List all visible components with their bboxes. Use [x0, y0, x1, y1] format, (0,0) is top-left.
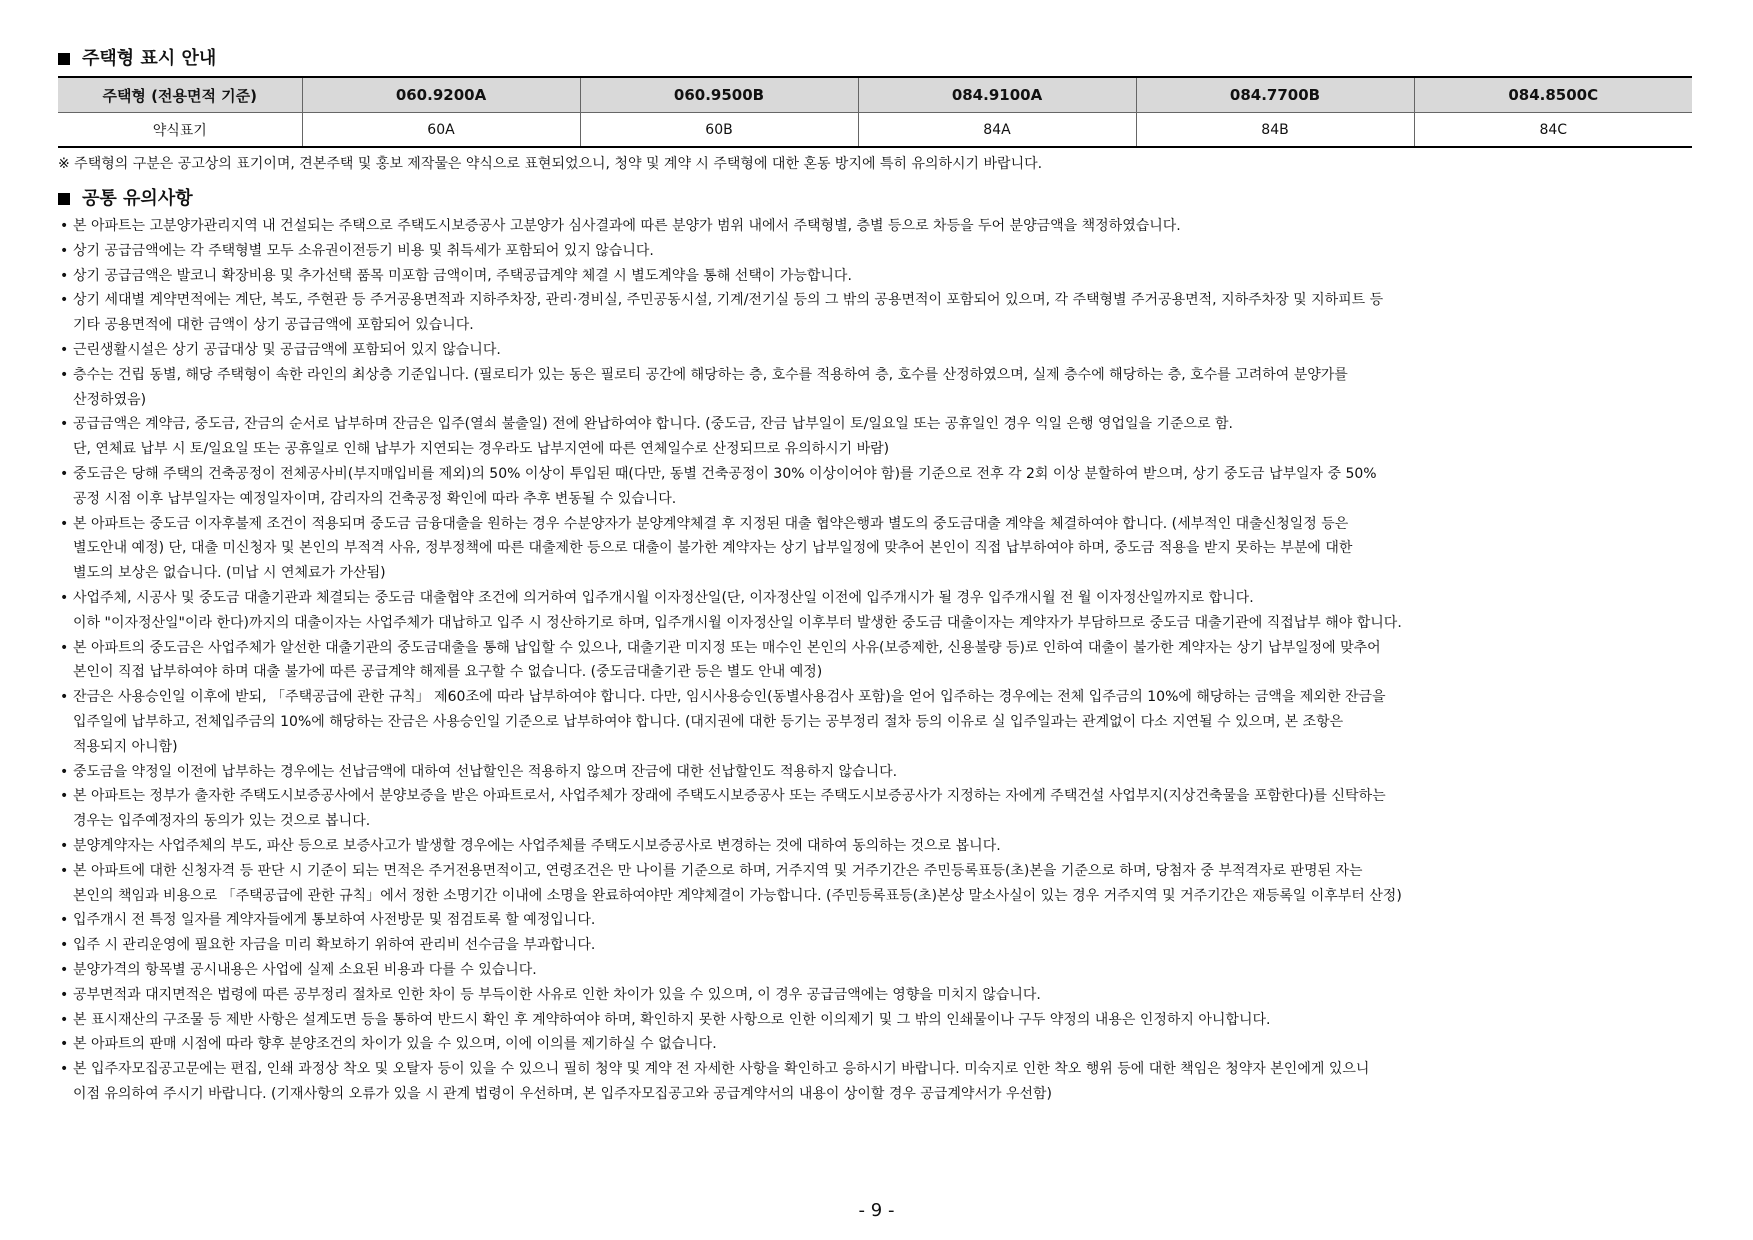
bullet-icon: • [60, 341, 69, 358]
bullet-icon: • [60, 689, 69, 706]
table-row [58, 113, 1692, 148]
table-header-cell: 주택형 (전용면적 기준) [58, 77, 302, 113]
list-item [58, 214, 1696, 239]
list-item [58, 1008, 1696, 1033]
bullet-icon: • [60, 465, 69, 482]
bullet-icon: • [60, 416, 69, 433]
bullet-icon: • [60, 788, 69, 805]
list-item [58, 412, 1696, 462]
list-item [58, 983, 1696, 1008]
housing-type-table [58, 76, 1692, 148]
list-item-text: 본 표시재산의 구조물 등 제반 사항은 설계도면 등을 통하여 반드시 확인 후 계약하여야 하며, 확인하지 못한 사항으로 인한 이의제기 및 그 밖의 인쇄물이나 구두 약정의 내용은 인정하지 아니합니다. [73, 1011, 1271, 1028]
list-item-text: 잔금은 사용승인일 이후에 받되, 「주택공급에 관한 규칙」 제60조에 따라 납부하여야 합니다. 다만, 임시사용승인(동별사용검사 포함)을 얻어 입주하는 경우에는 전체 입주금의 10%에 해당하는 금액을 제외한 잔금을 입주일에 납부하고, 전체입주금의 10%에 해당하는 잔금은 사용승인일 기준으로 납부하여야 합니다. (대지권에 대한 등기는 공부정리 절차 등의 이유로 실 입주일과는 관계없이 다소 지연될 수 있으며, 본 조항은 적용되지 아니함) [73, 689, 1386, 755]
list-item-text: 중도금은 당해 주택의 건축공정이 전체공사비(부지매입비를 제외)의 50% 이상이 투입된 때(다만, 동별 건축공정이 30% 이상이어야 함)를 기준으로 전후 각 2회 이상 분할하여 받으며, 상기 중도금 납부일자 중 50% 공정 시점 이후 납부일자는 예정일자이며, 감리자의 건축공정 확인에 따라 추후 변동될 수 있습니다. [73, 465, 1377, 507]
bullet-icon: • [60, 986, 69, 1003]
list-item [58, 586, 1696, 636]
list-item-text: 본 아파트는 고분양가관리지역 내 건설되는 주택으로 주택도시보증공사 고분양가 심사결과에 따른 분양가 범위 내에서 주택형별, 층별 등으로 차등을 두어 분양금액을 책정하였습니다. [73, 218, 1181, 234]
list-item [58, 462, 1696, 512]
notice-list [58, 214, 1696, 1107]
list-item-text: 상기 세대별 계약면적에는 계단, 복도, 주현관 등 주거공용면적과 지하주차장, 관리·경비실, 주민공동시설, 기계/전기실 등의 그 밖의 공용면적이 포함되어 있으며, 각 주택형별 주거공용면적, 지하주차장 및 지하피트 등 기타 공용면적에 대한 금액이 상기 공급금액에 포함되어 있습니다. [73, 292, 1384, 334]
bullet-icon: • [60, 267, 69, 284]
table-header-cell: 060.9200A [302, 77, 580, 113]
list-item-text: 본 아파트의 중도금은 사업주체가 알선한 대출기관의 중도금대출을 통해 납입할 수 있으나, 대출기관 미지정 또는 매수인 본인의 사유(보증제한, 신용불량 등)로 인하여 대출이 불가한 계약자는 상기 납부일정에 맞추어 본인이 직접 납부하여야 하며 대출 불가에 따른 공급계약 해제를 요구할 수 없습니다. (중도금대출기관 등은 별도 안내 예정) [73, 639, 1381, 681]
square-bullet-icon [58, 193, 70, 205]
table-header-cell: 084.8500C [1414, 77, 1692, 113]
list-item-text: 중도금을 약정일 이전에 납부하는 경우에는 선납금액에 대하여 선납할인은 적용하지 않으며 잔금에 대한 선납할인도 적용하지 않습니다. [73, 763, 898, 780]
bullet-icon: • [60, 366, 69, 383]
table-header-cell: 084.9100A [858, 77, 1136, 113]
document-page [58, 46, 1696, 1107]
list-item-text: 분양가격의 항목별 공시내용은 사업에 실제 소요된 비용과 다를 수 있습니다. [73, 961, 537, 978]
type-note: ※ 주택형의 구분은 공고상의 표기이며, 견본주택 및 홍보 제작물은 약식으로 표현되었으니, 청약 및 계약 시 주택형에 대한 혼동 방지에 특히 유의하시기 바랍니다. [58, 156, 1043, 172]
list-item [58, 264, 1696, 289]
list-item [58, 760, 1696, 785]
list-item-text: 본 입주자모집공고문에는 편집, 인쇄 과정상 착오 및 오탈자 등이 있을 수 있으니 필히 청약 및 계약 전 자세한 사항을 확인하고 응하시기 바랍니다. 미숙지로 인한 착오 행위 등에 대한 책임은 청약자 본인에게 있으니 이점 유의하여 주시기 바랍니다. (기재사항의 오류가 있을 시 관계 법령이 우선하며, 본 입주자모집공고와 공급계약서의 내용이 상이할 경우 공급계약서가 우선함) [73, 1061, 1370, 1102]
bullet-icon: • [60, 1011, 69, 1028]
bullet-icon: • [60, 292, 69, 309]
list-item [58, 512, 1696, 586]
list-item [58, 288, 1696, 338]
bullet-icon: • [60, 961, 69, 978]
list-item-text: 근린생활시설은 상기 공급대상 및 공급금액에 포함되어 있지 않습니다. [73, 341, 501, 358]
table-cell: 84C [1414, 113, 1692, 148]
bullet-icon: • [60, 589, 69, 606]
type-section-heading [58, 46, 1696, 72]
list-item-text: 본 아파트는 정부가 출자한 주택도시보증공사에서 분양보증을 받은 아파트로서, 사업주체가 장래에 주택도시보증공사 또는 주택도시보증공사가 지정하는 자에게 주택건설 사업부지(지상건축물을 포함한다)를 신탁하는 경우는 입주예정자의 동의가 있는 것으로 봅니다. [73, 788, 1386, 830]
list-item-text: 입주개시 전 특정 일자를 계약자들에게 통보하여 사전방문 및 점검토록 할 예정입니다. [73, 912, 596, 929]
bullet-icon: • [60, 837, 69, 854]
bullet-icon: • [60, 862, 69, 879]
bullet-icon: • [60, 639, 69, 656]
table-header-row [58, 77, 1692, 113]
list-item [58, 908, 1696, 933]
list-item [58, 784, 1696, 834]
table-cell: 60B [580, 113, 858, 148]
list-item-text: 공급금액은 계약금, 중도금, 잔금의 순서로 납부하며 잔금은 입주(열쇠 불출일) 전에 완납하여야 합니다. (중도금, 잔금 납부일이 토/일요일 또는 공휴일인 경우 익일 은행 영업일을 기준으로 함. 단, 연체료 납부 시 토/일요일 또는 공휴일로 인해 납부가 지연되는 경우라도 납부지연에 따른 연체일수로 산정되므로 유의하시기 바람) [73, 416, 1234, 458]
list-item [58, 363, 1696, 413]
table-cell: 60A [302, 113, 580, 148]
bullet-icon: • [60, 515, 69, 532]
list-item-text: 상기 공급금액은 발코니 확장비용 및 추가선택 품목 미포함 금액이며, 주택공급계약 체결 시 별도계약을 통해 선택이 가능합니다. [73, 267, 852, 284]
list-item-text: 상기 공급금액에는 각 주택형별 모두 소유권이전등기 비용 및 취득세가 포함되어 있지 않습니다. [73, 242, 654, 259]
table-header-cell: 060.9500B [580, 77, 858, 113]
bullet-icon: • [60, 937, 69, 954]
list-item-text: 사업주체, 시공사 및 중도금 대출기관과 체결되는 중도금 대출협약 조건에 의거하여 입주개시월 이자정산일(단, 이자정산일 이전에 입주개시가 될 경우 입주개시월 전 월 이자정산일까지로 합니다. 이하 "이자정산일"이라 한다)까지의 대출이자는 사업주체가 대납하고 입주 시 정산하기로 하며, 입주개시월 이자정산일 이후부터 발생한 중도금 대출이자는 계약자가 부담하므로 중도금 대출기관에 직접납부 해야 합니다. [73, 589, 1402, 631]
list-item [58, 636, 1696, 686]
table-header-cell: 084.7700B [1136, 77, 1414, 113]
bullet-icon: • [60, 1036, 69, 1053]
list-item [58, 859, 1696, 909]
page-number: - 9 - [858, 1200, 895, 1221]
list-item [58, 834, 1696, 859]
bullet-icon: • [60, 218, 69, 234]
list-item-text: 본 아파트의 판매 시점에 따라 향후 분양조건의 차이가 있을 수 있으며, 이에 이의를 제기하실 수 없습니다. [73, 1036, 717, 1053]
list-item-text: 층수는 건립 동별, 해당 주택형이 속한 라인의 최상층 기준입니다. (필로티가 있는 동은 필로티 공간에 해당하는 층, 호수를 적용하여 층, 호수를 산정하였으며, 실제 층수에 해당하는 층, 호수를 고려하여 분양가를 산정하였음) [73, 366, 1348, 408]
list-item [58, 338, 1696, 363]
notice-section-heading [58, 186, 1696, 212]
list-item [58, 1032, 1696, 1057]
table-cell: 약식표기 [58, 113, 302, 148]
type-section-title: 주택형 표시 안내 [82, 48, 217, 69]
bullet-icon: • [60, 242, 69, 259]
list-item [58, 933, 1696, 958]
list-item-text: 본 아파트에 대한 신청자격 등 판단 시 기준이 되는 면적은 주거전용면적이고, 연령조건은 만 나이를 기준으로 하며, 거주지역 및 거주기간은 주민등록표등(초)본을 기준으로 하며, 당첨자 중 부적격자로 판명된 자는 본인의 책임과 비용으로 「주택공급에 관한 규칙」에서 정한 소명기간 이내에 소명을 완료하여야만 계약체결이 가능합니다. (주민등록표등(초)본상 말소사실이 있는 경우 거주지역 및 거주기간은 재등록일 이후부터 산정) [73, 862, 1402, 904]
square-bullet-icon [58, 53, 70, 65]
table-cell: 84A [858, 113, 1136, 148]
list-item-text: 분양계약자는 사업주체의 부도, 파산 등으로 보증사고가 발생할 경우에는 사업주체를 주택도시보증공사로 변경하는 것에 대하여 동의하는 것으로 봅니다. [73, 837, 1001, 854]
list-item [58, 239, 1696, 264]
list-item [58, 958, 1696, 983]
bullet-icon: • [60, 912, 69, 929]
list-item-text: 공부면적과 대지면적은 법령에 따른 공부정리 절차로 인한 차이 등 부득이한 사유로 인한 차이가 있을 수 있으며, 이 경우 공급금액에는 영향을 미치지 않습니다. [73, 986, 1041, 1003]
bullet-icon: • [60, 1061, 69, 1078]
list-item-text: 입주 시 관리운영에 필요한 자금을 미리 확보하기 위하여 관리비 선수금을 부과합니다. [73, 937, 596, 954]
list-item [58, 1057, 1696, 1107]
table-cell: 84B [1136, 113, 1414, 148]
list-item-text: 본 아파트는 중도금 이자후불제 조건이 적용되며 중도금 금융대출을 원하는 경우 수분양자가 분양계약체결 후 지정된 대출 협약은행과 별도의 중도금대출 계약을 체결하여야 합니다. (세부적인 대출신청일정 등은 별도안내 예정) 단, 대출 미신청자 및 본인의 부적격 사유, 정부정책에 따른 대출제한 등으로 대출이 불가한 계약자는 상기 납부일정에 맞추어 본인이 직접 납부하여야 하며, 중도금 적용을 받지 못하는 부분에 대한 별도의 보상은 없습니다. (미납 시 연체료가 가산됨) [73, 515, 1353, 582]
list-item [58, 685, 1696, 759]
bullet-icon: • [60, 763, 69, 780]
notice-section-title: 공통 유의사항 [82, 188, 193, 209]
